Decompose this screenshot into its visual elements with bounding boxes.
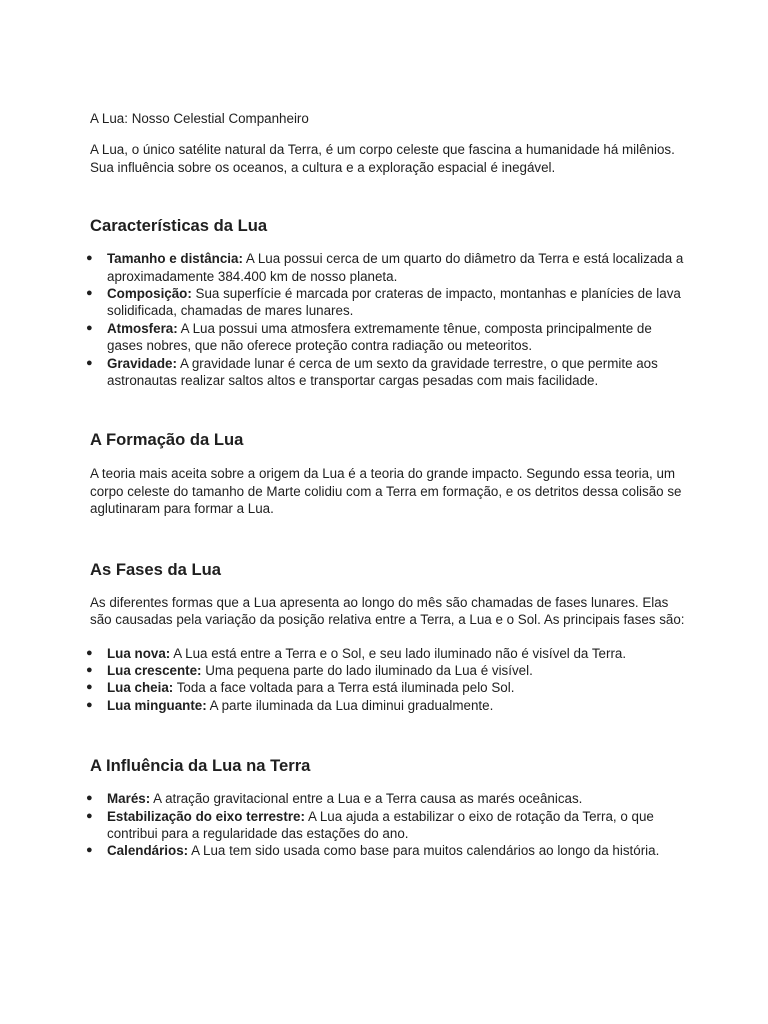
section-paragraph: As diferentes formas que a Lua apresenta ao longo do mês são chamadas de fases lunares. Elas são causadas pela variação da posição relativa entre a Terra, a Lua e o Sol. As principais fases são: xyxy=(90,594,685,628)
item-text: A Lua possui uma atmosfera extremamente tênue, composta principalmente de gases nobres, que não oferece proteção contra radiação ou meteoritos. xyxy=(107,320,652,354)
bullet-icon: ● xyxy=(86,252,93,265)
bullet-icon: ● xyxy=(86,356,93,369)
item-label: Estabilização do eixo terrestre: xyxy=(107,808,305,824)
list-item xyxy=(86,285,690,320)
list-item xyxy=(86,355,690,390)
section-heading: A Influência da Lua na Terra xyxy=(90,756,311,776)
section-influencia xyxy=(86,756,690,860)
bullet-icon: ● xyxy=(86,287,93,300)
bullet-icon: ● xyxy=(86,844,93,857)
item-text: A parte iluminada da Lua diminui gradualmente. xyxy=(206,697,494,713)
bullet-icon: ● xyxy=(86,698,93,711)
bullet-icon: ● xyxy=(86,663,93,676)
bullet-icon: ● xyxy=(86,792,93,805)
list-item xyxy=(86,808,690,843)
item-label: Calendários: xyxy=(107,843,189,859)
item-text: A Lua possui cerca de um quarto do diâmetro da Terra e está localizada a aproximadamente 384.400 km de nosso planeta. xyxy=(107,251,684,284)
bullet-icon: ● xyxy=(86,681,93,694)
list-item xyxy=(86,790,690,807)
bullet-icon: ● xyxy=(86,809,93,822)
item-text: A Lua ajuda a estabilizar o eixo de rotação da Terra, o que contribui para a regularidade das estações do ano. xyxy=(107,808,654,841)
item-label: Lua cheia: xyxy=(107,680,174,696)
item-text: A Lua está entre a Terra e o Sol, e seu lado iluminado não é visível da Terra. xyxy=(170,645,627,661)
bullet-icon: ● xyxy=(86,646,93,659)
list-item xyxy=(86,697,690,714)
section-formacao xyxy=(90,430,690,517)
list-item xyxy=(86,320,690,355)
list-item xyxy=(86,645,690,662)
document-page xyxy=(86,110,690,860)
section-caracteristicas xyxy=(86,216,690,389)
list-item xyxy=(86,679,690,696)
item-label: Tamanho e distância: xyxy=(107,251,243,267)
section-paragraph: A teoria mais aceita sobre a origem da Lua é a teoria do grande impacto. Segundo essa teoria, um corpo celeste do tamanho de Marte colidiu com a Terra em formação, e os detritos dessa colisão se aglutinaram para formar a Lua. xyxy=(90,466,682,517)
bullet-icon: ● xyxy=(86,321,93,334)
item-label: Lua nova: xyxy=(107,645,171,661)
bullet-list xyxy=(86,250,690,389)
intro-paragraph: A Lua, o único satélite natural da Terra, é um corpo celeste que fascina a humanidade há milênios. Sua influência sobre os oceanos, a cultura e a exploração espacial é inegável. xyxy=(90,142,675,175)
item-label: Atmosfera: xyxy=(107,320,178,336)
list-item xyxy=(86,842,690,859)
item-label: Lua crescente: xyxy=(107,662,202,678)
section-heading: A Formação da Lua xyxy=(90,430,244,450)
bullet-list xyxy=(86,790,690,860)
item-label: Composição: xyxy=(107,286,192,302)
document-title: A Lua: Nosso Celestial Companheiro xyxy=(90,111,309,126)
list-item xyxy=(86,250,690,285)
item-text: Sua superfície é marcada por crateras de impacto, montanhas e planícies de lava solidificada, chamadas de mares lunares. xyxy=(107,286,681,319)
item-label: Marés: xyxy=(107,791,151,807)
item-text: A atração gravitacional entre a Lua e a Terra causa as marés oceânicas. xyxy=(150,791,583,807)
bullet-list xyxy=(86,645,690,715)
section-heading: Características da Lua xyxy=(90,216,268,236)
item-text: Toda a face voltada para a Terra está iluminada pelo Sol. xyxy=(173,680,515,696)
section-heading: As Fases da Lua xyxy=(90,559,221,579)
item-label: Lua minguante: xyxy=(107,697,207,713)
item-text: A Lua tem sido usada como base para muitos calendários ao longo da história. xyxy=(188,843,660,859)
section-fases xyxy=(86,559,690,714)
list-item xyxy=(86,662,690,679)
item-label: Gravidade: xyxy=(107,355,177,371)
item-text: Uma pequena parte do lado iluminado da Lua é visível. xyxy=(201,662,533,678)
item-text: A gravidade lunar é cerca de um sexto da gravidade terrestre, o que permite aos astronautas realizar saltos altos e transportar cargas pesadas com mais facilidade. xyxy=(107,355,658,389)
